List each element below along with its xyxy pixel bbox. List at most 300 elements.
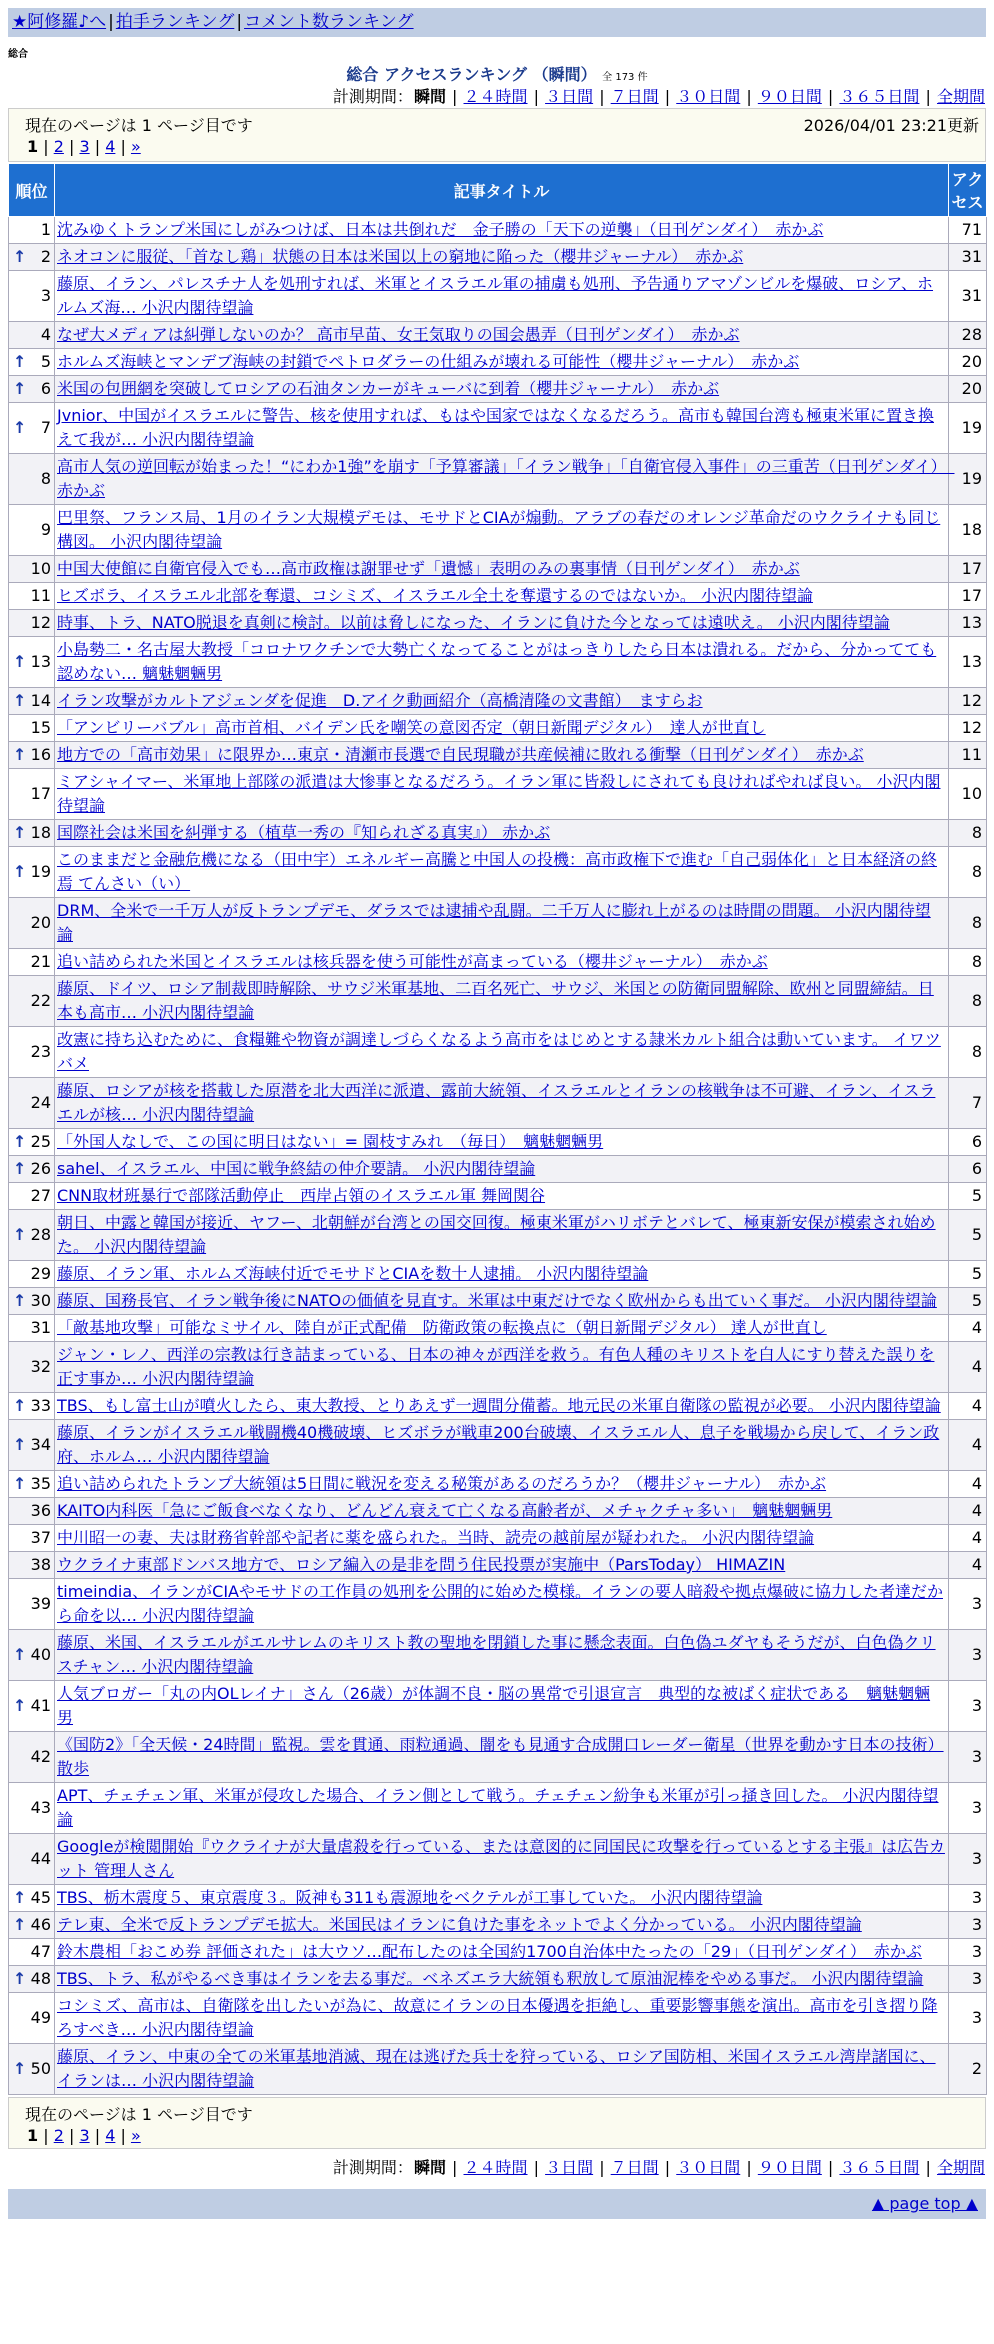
updated-timestamp: 2026/04/01 23:21更新 [803, 116, 979, 135]
article-title-link[interactable]: sahel、イスラエル、中国に戦争終結の仲介要請。 小沢内閣待望論 [57, 1159, 536, 1178]
pager-separator: | [115, 2126, 131, 2145]
table-row [9, 1579, 987, 1630]
table-row [9, 505, 987, 556]
rank-cell [9, 769, 55, 820]
title-cell [55, 1498, 949, 1525]
period-separator: | [659, 2158, 676, 2177]
access-count: 3 [949, 1885, 987, 1912]
access-count: 31 [949, 244, 987, 271]
title-cell [55, 1471, 949, 1498]
rank-number: 38 [30, 1555, 51, 1574]
access-count: 4 [949, 1393, 987, 1420]
rank-number: 41 [30, 1696, 51, 1715]
total-count: 全 173 件 [602, 72, 648, 83]
header-title: 記事タイトル [55, 164, 949, 217]
access-count: 8 [949, 847, 987, 898]
rank-number: 11 [30, 586, 51, 605]
table-row [9, 1078, 987, 1129]
pager-separator: | [38, 2126, 54, 2145]
title-cell [55, 1834, 949, 1885]
title-cell [55, 1420, 949, 1471]
period-link-5[interactable]: ３６５日間 [839, 2158, 920, 2177]
pager-separator: | [89, 137, 106, 156]
access-count: 4 [949, 1552, 987, 1579]
access-count: 31 [949, 271, 987, 322]
access-count: 8 [949, 1027, 987, 1078]
rank-cell [9, 847, 55, 898]
rank-up-arrow-icon: ↑ [13, 2059, 27, 2078]
access-count: 71 [949, 217, 987, 244]
table-row [9, 1393, 987, 1420]
rank-number: 14 [30, 691, 51, 710]
article-title-link[interactable]: KAITO内科医「急にご飯食べなくなり、どんどん衰えて亡くなる高齢者が、メチャクチャ多い」 魑魅魍魎男 [57, 1501, 833, 1520]
rank-number: 32 [30, 1357, 51, 1376]
rank-number: 7 [40, 418, 51, 437]
access-count: 13 [949, 637, 987, 688]
access-count: 3 [949, 1783, 987, 1834]
article-title-link[interactable]: 藤原、ドイツ、ロシア制裁即時解除、サウジ米軍基地、二百名死亡、サウジ、米国との防衛同盟解除、欧州と同盟締結。日本も高市… 小沢内閣待望論 [57, 979, 934, 1022]
article-title-link[interactable]: 藤原、イランがイスラエル戦闘機40機破壊、ヒズボラが戦車200台破壊、イスラエル人、息子を戦場から戻して、イラン政府、ホルム… 小沢内閣待望論 [57, 1423, 940, 1466]
table-row [9, 847, 987, 898]
article-title-link[interactable]: 「敵基地攻撃」可能なミサイル、陸自が正式配備 防衛政策の転換点に（朝日新聞デジタル） 達人が世直し [57, 1318, 827, 1337]
pagination-bottom [27, 2126, 141, 2145]
rank-cell [9, 1315, 55, 1342]
table-row [9, 1315, 987, 1342]
period-link-4[interactable]: ９０日間 [757, 2158, 822, 2177]
ranking-table [8, 163, 987, 2095]
rank-number: 42 [30, 1747, 51, 1766]
article-title-link[interactable]: イラン攻撃がカルトアジェンダを促進 D.アイク動画紹介（高橋清隆の文書館） ますらお [57, 691, 703, 710]
rank-number: 31 [30, 1318, 51, 1337]
article-title-link[interactable]: ヒズボラ、イスラエル北部を奪還、コシミズ、イスラエル全土を奪還するのではないか。 小沢内閣待望論 [57, 586, 813, 605]
rank-up-arrow-icon: ↑ [13, 1474, 27, 1493]
article-title-link[interactable]: 藤原、イラン軍、ホルムズ海峡付近でモサドとCIAを数十人逮捕。 小沢内閣待望論 [57, 1264, 649, 1283]
rank-number: 21 [30, 952, 51, 971]
rank-number: 33 [30, 1396, 51, 1415]
pager-link-page-3[interactable]: 3 [79, 137, 90, 156]
table-row [9, 1288, 987, 1315]
table-row [9, 403, 987, 454]
ranking-table-header [9, 164, 987, 217]
access-count: 3 [949, 1630, 987, 1681]
article-title-link[interactable]: 人気ブロガー「丸の内OLレイナ」さん（26歳）が体調不良・脳の異常で引退宣言 典型的な被ばく症状である 魑魅魍魎男 [57, 1684, 931, 1727]
access-count: 3 [949, 1681, 987, 1732]
access-count: 12 [949, 688, 987, 715]
access-count: 8 [949, 820, 987, 847]
table-row [9, 454, 987, 505]
title-cell [55, 556, 949, 583]
rank-up-arrow-icon: ↑ [13, 1888, 27, 1907]
rank-up-arrow-icon: ↑ [13, 1435, 27, 1454]
table-row [9, 1939, 987, 1966]
rank-cell [9, 505, 55, 556]
period-separator: | [528, 87, 545, 106]
table-row [9, 271, 987, 322]
pager-link-page-3[interactable]: 3 [79, 2126, 90, 2145]
table-row [9, 376, 987, 403]
title-cell [55, 715, 949, 742]
access-count: 13 [949, 610, 987, 637]
table-row [9, 1342, 987, 1393]
table-row [9, 637, 987, 688]
period-label: 計測期間： [332, 87, 413, 106]
table-row [9, 898, 987, 949]
article-title-link[interactable]: 沈みゆくトランプ米国にしがみつけば、日本は共倒れだ 金子勝の「天下の逆襲」（日刊ゲンダイ） 赤かぶ [57, 220, 824, 239]
rank-number: 5 [40, 352, 51, 371]
rank-number: 4 [40, 325, 51, 344]
article-title-link[interactable]: 高市人気の逆回転が始まった！“にわか1強”を崩す「予算審議」「イラン戦争」「自衛官侵入事件」の三重苦（日刊ゲンダイ） 赤かぶ [57, 457, 955, 500]
access-count: 7 [949, 1078, 987, 1129]
table-row [9, 349, 987, 376]
rank-up-arrow-icon: ↑ [13, 1225, 27, 1244]
table-row [9, 715, 987, 742]
top-navigation-bar [8, 8, 986, 37]
access-count: 4 [949, 1471, 987, 1498]
rank-cell [9, 1471, 55, 1498]
access-count: 3 [949, 1912, 987, 1939]
period-link-2[interactable]: ７日間 [610, 87, 659, 106]
rank-cell [9, 2044, 55, 2095]
rank-cell [9, 1393, 55, 1420]
rank-number: 15 [30, 718, 51, 737]
pager-link-page-2[interactable]: 2 [53, 137, 64, 156]
table-row [9, 1498, 987, 1525]
period-link-5[interactable]: ３６５日間 [839, 87, 920, 106]
article-title-link[interactable]: 藤原、米国、イスラエルがエルサレムのキリスト教の聖地を閉鎖した事に懸念表面。白色偽ユダヤもそうだが、白色偽クリスチャン… 小沢内閣待望論 [57, 1633, 936, 1676]
title-cell [55, 217, 949, 244]
period-link-0[interactable]: ２４時間 [463, 87, 528, 106]
rank-up-arrow-icon: ↑ [13, 691, 27, 710]
rank-cell [9, 820, 55, 847]
table-row [9, 2044, 987, 2095]
article-title-link[interactable]: TBS、栃木震度５、東京震度３。阪神も311も震源地をベクテルが工事していた。 小沢内閣待望論 [57, 1888, 763, 1907]
article-title-link[interactable]: ホルムズ海峡とマンデブ海峡の封鎖でペトロダラーの仕組みが壊れる可能性（櫻井ジャーナル） 赤かぶ [57, 352, 800, 371]
article-title-link[interactable]: 巴里祭、フランス局、1月のイラン大規模デモは、モサドとCIAが煽動。アラブの春だのオレンジ革命だのウクライナも同じ構図。 小沢内閣待望論 [57, 508, 941, 551]
rank-cell [9, 1885, 55, 1912]
article-title-link[interactable]: TBS、もし富士山が噴火したら、東大教授、とりあえず一週間分備蓄。地元民の米軍自衛隊の監視が必要。 小沢内閣待望論 [57, 1396, 941, 1415]
rank-number: 35 [30, 1474, 51, 1493]
article-title-link[interactable]: 改憲に持ち込むために、食糧難や物資が調達しづらくなるよう高市をはじめとする隷米カルト組合は動いています。 イワツバメ [57, 1030, 941, 1073]
rank-number: 29 [30, 1264, 51, 1283]
table-row [9, 1783, 987, 1834]
rank-up-arrow-icon: ↑ [13, 823, 27, 842]
rank-number: 43 [30, 1798, 51, 1817]
pager-separator: | [63, 137, 80, 156]
table-row [9, 1129, 987, 1156]
rank-cell [9, 376, 55, 403]
rank-up-arrow-icon: ↑ [13, 379, 27, 398]
title-cell [55, 1993, 949, 2044]
title-cell [55, 688, 949, 715]
rank-number: 25 [30, 1132, 51, 1151]
title-cell [55, 976, 949, 1027]
page-info-bottom [8, 2097, 986, 2149]
table-row [9, 1210, 987, 1261]
pager-separator: | [38, 137, 54, 156]
article-title-link[interactable]: TBS、トラ、私がやるべき事はイランを去る事だ。ベネズエラ大統領も釈放して原油泥棒をやめる事だ。 小沢内閣待望論 [57, 1969, 924, 1988]
rank-number: 18 [30, 823, 51, 842]
article-title-link[interactable]: 「アンビリーバブル」高市首相、バイデン氏を嘲笑の意図否定（朝日新聞デジタル） 達人が世直し [57, 718, 766, 737]
article-title-link[interactable]: 藤原、ロシアが核を搭載した原潜を北大西洋に派遣、露前大統領、イスラエルとイランの核戦争は不可避、イラン、イスラエルが核… 小沢内閣待望論 [57, 1081, 936, 1124]
period-separator: | [659, 87, 676, 106]
article-title-link[interactable]: なぜ大メディアは糾弾しないのか？ 高市早苗、女王気取りの国会愚弄（日刊ゲンダイ） 赤かぶ [57, 325, 740, 344]
title-cell [55, 1288, 949, 1315]
period-separator: | [594, 2158, 610, 2177]
table-row [9, 244, 987, 271]
rank-number: 26 [30, 1159, 51, 1178]
article-title-link[interactable]: 藤原、国務長官、イラン戦争後にNATOの価値を見直す。米軍は中東だけでなく欧州からも出ていく事だ。 小沢内閣待望論 [57, 1291, 937, 1310]
title-cell [55, 1939, 949, 1966]
access-count: 12 [949, 715, 987, 742]
table-row [9, 1912, 987, 1939]
table-row [9, 556, 987, 583]
period-separator: | [822, 2158, 839, 2177]
pager-separator: | [115, 137, 131, 156]
table-row [9, 688, 987, 715]
access-count: 10 [949, 769, 987, 820]
title-cell [55, 349, 949, 376]
article-title-link[interactable]: テレ東、全米で反トランプデモ拡大。米国民はイランに負けた事をネットでよく分かっている。 小沢内閣待望論 [57, 1915, 862, 1934]
pager-link-page-4[interactable]: 4 [105, 2126, 116, 2145]
access-count: 11 [949, 742, 987, 769]
rank-cell [9, 1261, 55, 1288]
access-count: 17 [949, 583, 987, 610]
title-cell [55, 1393, 949, 1420]
access-count: 20 [949, 376, 987, 403]
period-separator: | [741, 87, 757, 106]
access-count: 20 [949, 349, 987, 376]
access-count: 3 [949, 1579, 987, 1630]
article-title-link[interactable]: APT、チェチェン軍、米軍が侵攻した場合、イラン側として戦う。チェチェン紛争も米軍が引っ掻き回した。 小沢内閣待望論 [57, 1786, 939, 1829]
rank-cell [9, 217, 55, 244]
rank-up-arrow-icon: ↑ [13, 1132, 27, 1151]
rank-number: 23 [30, 1042, 51, 1061]
rank-number: 19 [30, 862, 51, 881]
access-count: 3 [949, 1966, 987, 1993]
rank-number: 9 [40, 520, 51, 539]
top-nav-link-applause-ranking[interactable]: 拍手ランキング [115, 12, 235, 32]
period-link-1[interactable]: ３日間 [545, 87, 594, 106]
top-nav-link-comment-ranking[interactable]: コメント数ランキング [244, 12, 414, 32]
table-row [9, 1156, 987, 1183]
access-count: 19 [949, 403, 987, 454]
rank-cell [9, 1579, 55, 1630]
page-info-top [8, 108, 986, 162]
article-title-link[interactable]: 小島勢二・名古屋大教授「コロナワクチンで大勢亡くなってることがはっきりしたら日本は潰れる。だから、分かってても認めない… 魑魅魍魎男 [57, 640, 937, 683]
article-title-link[interactable]: ミアシャイマー、米軍地上部隊の派遣は大惨事となるだろう。イラン軍に皆殺しにされても良ければやれば良い。 小沢内閣待望論 [57, 772, 941, 815]
access-count: 5 [949, 1288, 987, 1315]
table-row [9, 1471, 987, 1498]
rank-number: 40 [30, 1645, 51, 1664]
pager-separator: | [89, 2126, 106, 2145]
pager-next-link[interactable]: » [130, 137, 141, 156]
article-title-link[interactable]: CNN取材班暴行で部隊活動停止 西岸占領のイスラエル軍 舞岡関谷 [57, 1186, 546, 1205]
table-row [9, 742, 987, 769]
period-separator: | [920, 87, 936, 106]
period-link-2[interactable]: ７日間 [610, 2158, 659, 2177]
table-row [9, 1993, 987, 2044]
access-count: 8 [949, 898, 987, 949]
article-title-link[interactable]: ネオコンに服従、「首なし鶏」状態の日本は米国以上の窮地に陥った（櫻井ジャーナル） 赤かぶ [57, 247, 744, 266]
title-cell [55, 271, 949, 322]
rank-cell [9, 403, 55, 454]
rank-number: 28 [30, 1225, 51, 1244]
period-current: 瞬間 [413, 87, 446, 106]
article-title-link[interactable]: 藤原、イラン、パレスチナ人を処刑すれば、米軍とイスラエル軍の捕虜も処刑、予告通りアマゾンビルを爆破、ロシア、ホルムズ海… 小沢内閣待望論 [57, 274, 934, 317]
title-cell [55, 1525, 949, 1552]
rank-number: 12 [30, 613, 51, 632]
article-title-link[interactable]: Googleが検閲開始『ウクライナが大量虐殺を行っている、または意図的に同国民に攻撃を行っているとする主張』は広告カット 管理人さん [57, 1837, 945, 1880]
rank-number: 10 [30, 559, 51, 578]
table-row [9, 1630, 987, 1681]
title-cell [55, 1912, 949, 1939]
article-title-link[interactable]: 中国大使館に自衛官侵入でも…高市政権は謝罪せず「遺憾」表明のみの裏事情（日刊ゲンダイ） 赤かぶ [57, 559, 800, 578]
pager-current-page: 1 [27, 2126, 39, 2145]
article-title-link[interactable]: 鈴木農相「おこめ券 評価された」は大ウソ…配布したのは全国約1700自治体中たったの「29」（日刊ゲンダイ） 赤かぶ [57, 1942, 922, 1961]
article-title-link[interactable]: 地方での「高市効果」に限界か…東京・清瀬市長選で自民現職が共産候補に敗れる衝撃（日刊ゲンダイ） 赤かぶ [57, 745, 864, 764]
article-title-link[interactable]: 時事、トラ、NATO脱退を真剣に検討。以前は脅しになった、イランに負けた今となっては遠吠え。 小沢内閣待望論 [57, 613, 890, 632]
title-cell [55, 403, 949, 454]
table-row [9, 1525, 987, 1552]
article-title-link[interactable]: 追い詰められた米国とイスラエルは核兵器を使う可能性が高まっている（櫻井ジャーナル） 赤かぶ [57, 952, 768, 971]
access-count: 5 [949, 1210, 987, 1261]
rank-cell [9, 610, 55, 637]
nav-separator: | [236, 12, 243, 32]
rank-cell [9, 349, 55, 376]
rank-cell [9, 556, 55, 583]
article-title-link[interactable]: ウクライナ東部ドンバス地方で、ロシア編入の是非を問う住民投票が実施中（ParsToday） HIMAZIN [57, 1555, 786, 1574]
period-link-3[interactable]: ３０日間 [676, 2158, 741, 2177]
footer-bar [8, 2189, 986, 2219]
table-row [9, 1834, 987, 1885]
rank-cell [9, 454, 55, 505]
rank-number: 50 [30, 2059, 51, 2078]
article-title-link[interactable]: DRM、全米で一千万人が反トランプデモ、ダラスでは逮捕や乱闘。二千万人に膨れ上がるのは時間の問題。 小沢内閣待望論 [57, 901, 931, 944]
access-count: 2 [949, 2044, 987, 2095]
access-count: 4 [949, 1525, 987, 1552]
title-cell [55, 1156, 949, 1183]
title-cell [55, 2044, 949, 2095]
page-top-link[interactable]: ▲ page top ▲ [871, 2194, 978, 2213]
rank-up-arrow-icon: ↑ [13, 418, 27, 437]
rank-cell [9, 1342, 55, 1393]
current-page-text-bottom: 現在のページは 1 ページ目です [25, 2105, 253, 2124]
access-count: 5 [949, 1261, 987, 1288]
period-link-6[interactable]: 全期間 [936, 2158, 985, 2177]
rank-cell [9, 1288, 55, 1315]
table-row [9, 1420, 987, 1471]
rank-cell [9, 244, 55, 271]
rank-number: 20 [30, 913, 51, 932]
rank-cell [9, 715, 55, 742]
top-nav-link-asyura[interactable]: ★阿修羅♪へ [12, 12, 107, 32]
rank-cell [9, 1912, 55, 1939]
access-count: 8 [949, 949, 987, 976]
article-title-link[interactable]: ジャン・レノ、西洋の宗教は行き詰まっている、日本の神々が西洋を救う。有色人種のキリストを白人にすり替えた誤りを正す事か… 小沢内閣待望論 [57, 1345, 935, 1388]
article-title-link[interactable]: 朝日、中露と韓国が接近、ヤフー、北朝鮮が台湾との国交回復。極東米軍がハリボテとバレて、極東新安保が模索され始めた。 小沢内閣待望論 [57, 1213, 936, 1256]
category-label: 総合 [8, 49, 28, 60]
rank-cell [9, 1420, 55, 1471]
rank-cell [9, 1834, 55, 1885]
access-count: 3 [949, 1732, 987, 1783]
access-count: 8 [949, 976, 987, 1027]
period-link-6[interactable]: 全期間 [936, 87, 985, 106]
title-cell [55, 244, 949, 271]
access-count: 17 [949, 556, 987, 583]
title-cell [55, 742, 949, 769]
header-access: アクセス [949, 164, 987, 217]
title-cell [55, 1315, 949, 1342]
period-link-0[interactable]: ２４時間 [463, 2158, 528, 2177]
access-count: 4 [949, 1498, 987, 1525]
article-title-link[interactable]: 国際社会は米国を糾弾する（植草一秀の『知られざる真実』） 赤かぶ [57, 823, 551, 842]
title-cell [55, 376, 949, 403]
article-title-link[interactable]: 「外国人なしで、この国に明日はない」= 園枝すみれ （毎日） 魑魅魍魎男 [57, 1132, 604, 1151]
rank-cell [9, 322, 55, 349]
title-cell [55, 583, 949, 610]
rank-cell [9, 1939, 55, 1966]
article-title-link[interactable]: 《国防2》「全天候・24時間」監視。雲を貫通、雨粒通過、闇をも見通す合成開口レーダー衛星（世界を動かす日本の技術） 散歩 [57, 1735, 944, 1778]
rank-cell [9, 688, 55, 715]
access-count: 4 [949, 1315, 987, 1342]
period-separator: | [741, 2158, 757, 2177]
title-cell [55, 1210, 949, 1261]
period-link-4[interactable]: ９０日間 [757, 87, 822, 106]
title-cell [55, 637, 949, 688]
rank-number: 48 [30, 1969, 51, 1988]
article-title-link[interactable]: 追い詰められたトランプ大統領は5日間に戦況を変える秘策があるのだろうか？（櫻井ジャーナル） 赤かぶ [57, 1474, 827, 1493]
rank-cell [9, 583, 55, 610]
access-count: 3 [949, 1834, 987, 1885]
rank-up-arrow-icon: ↑ [13, 1915, 27, 1934]
article-title-link[interactable]: 米国の包囲網を突破してロシアの石油タンカーがキューバに到着（櫻井ジャーナル） 赤かぶ [57, 379, 720, 398]
pager-link-page-4[interactable]: 4 [105, 137, 116, 156]
rank-number: 47 [30, 1942, 51, 1961]
article-title-link[interactable]: コシミズ、高市は、自衛隊を出したいが為に、故意にイランの日本優遇を拒絶し、重要影響事態を演出。高市を引き摺り降ろすべき… 小沢内閣待望論 [57, 1996, 938, 2039]
rank-cell [9, 1966, 55, 1993]
table-row [9, 820, 987, 847]
rank-number: 2 [40, 247, 51, 266]
pager-link-page-2[interactable]: 2 [53, 2126, 64, 2145]
period-link-1[interactable]: ３日間 [545, 2158, 594, 2177]
title-cell [55, 949, 949, 976]
title-cell [55, 1027, 949, 1078]
article-title-link[interactable]: Jvnior、中国がイスラエルに警告、核を使用すれば、もはや国家ではなくなるだろう。高市も韓国台湾も極東米軍に置き換えて我が… 小沢内閣待望論 [57, 406, 934, 449]
rank-cell [9, 1681, 55, 1732]
rank-number: 44 [30, 1849, 51, 1868]
article-title-link[interactable]: 藤原、イラン、中東の全ての米軍基地消滅、現在は逃げた兵士を狩っている、ロシア国防相、米国イスラエル湾岸諸国に、イランは… 小沢内閣待望論 [57, 2047, 936, 2090]
pager-next-link[interactable]: » [130, 2126, 141, 2145]
rank-number: 17 [30, 784, 51, 803]
article-title-link[interactable]: 中川昭一の妻、夫は財務省幹部や記者に薬を盛られた。当時、読売の越前屋が疑われた。 小沢内閣待望論 [57, 1528, 815, 1547]
rank-number: 13 [30, 652, 51, 671]
title-cell [55, 1078, 949, 1129]
rank-up-arrow-icon: ↑ [13, 1396, 27, 1415]
rank-number: 22 [30, 991, 51, 1010]
title-cell [55, 898, 949, 949]
title-cell [55, 1630, 949, 1681]
rank-cell [9, 1078, 55, 1129]
rank-number: 37 [30, 1528, 51, 1547]
title-cell [55, 1342, 949, 1393]
article-title-link[interactable]: timeindia、イランがCIAやモサドの工作員の処刑を公開的に始めた模様。イランの要人暗殺や拠点爆破に協力した者達だから命を以… 小沢内閣待望論 [57, 1582, 943, 1625]
access-count: 4 [949, 1342, 987, 1393]
period-link-3[interactable]: ３０日間 [676, 87, 741, 106]
rank-up-arrow-icon: ↑ [13, 652, 27, 671]
article-title-link[interactable]: このままだと金融危機になる（田中宇）エネルギー高騰と中国人の投機：高市政権下で進む「自己弱体化」と日本経済の終焉 てんさい（い） [57, 850, 938, 893]
rank-number: 36 [30, 1501, 51, 1520]
access-count: 4 [949, 1420, 987, 1471]
